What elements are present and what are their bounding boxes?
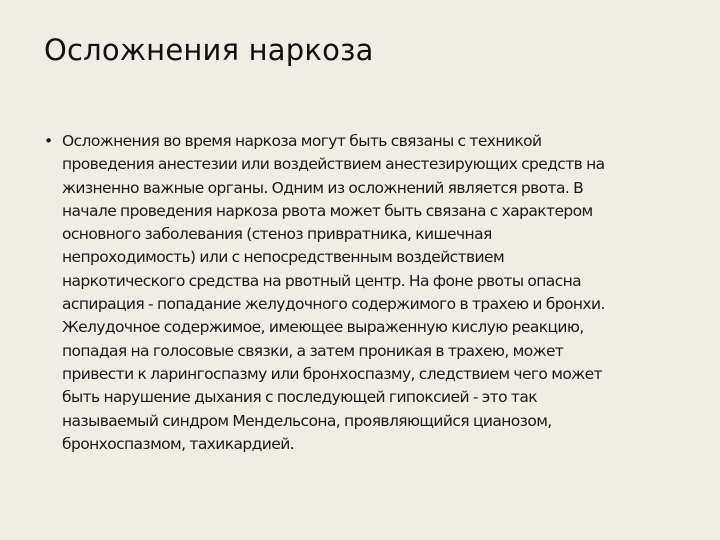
bullet-line: начале проведения наркоза рвота может быть связана с характером — [62, 201, 593, 220]
bullet-line: непроходимость) или с непосредственным воздействием — [62, 248, 505, 267]
bullet-line: быть нарушение дыхания с последующей гипоксией - это так — [62, 388, 537, 407]
bullet-line: основного заболевания (стеноз привратника, кишечная — [62, 225, 492, 244]
slide-title: Осложнения наркоза — [44, 33, 374, 67]
bullet-line: привести к ларингоспазму или бронхоспазму, следствием чего может — [62, 364, 602, 383]
bullet-marker: • — [44, 132, 54, 150]
bullet-line: аспирация - попадание желудочного содержимого в трахею и бронхи. — [62, 295, 605, 314]
bullet-line: бронхоспазмом, тахикардией. — [62, 434, 294, 453]
bullet-item — [44, 130, 684, 456]
bullet-line: жизненно важные органы. Одним из осложнений является рвота. В — [62, 178, 584, 197]
bullet-line: называемый синдром Мендельсона, проявляющийся цианозом, — [62, 411, 552, 430]
bullet-line: Осложнения во время наркоза могут быть связаны с техникой — [62, 132, 542, 150]
bullet-line: наркотического средства на рвотный центр. На фоне рвоты опасна — [62, 271, 582, 290]
bullet-line: проведения анестезии или воздействием анестезирующих средств на — [62, 155, 605, 174]
bullet-list — [44, 130, 684, 456]
bullet-line: Желудочное содержимое, имеющее выраженную кислую реакцию, — [62, 318, 584, 337]
bullet-line: попадая на голосовые связки, а затем проникая в трахею, может — [62, 341, 564, 360]
